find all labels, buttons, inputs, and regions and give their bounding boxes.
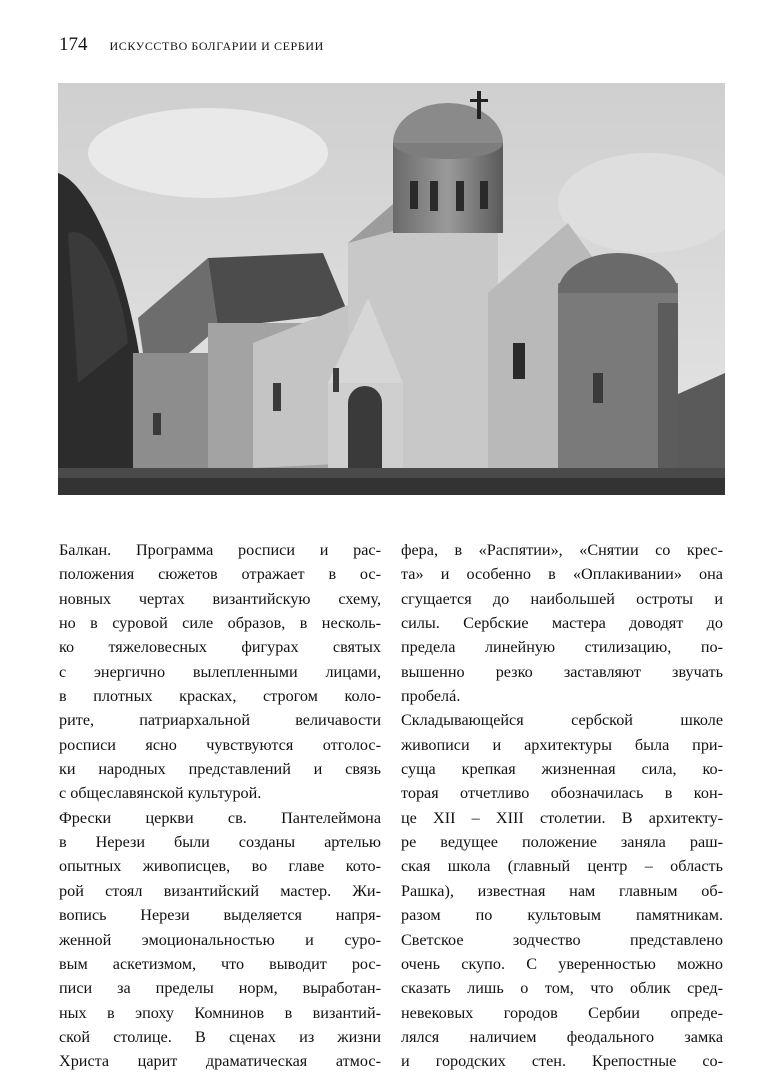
text-line: лялся наличием феодального замка [401, 1027, 723, 1046]
church-photo [58, 83, 725, 495]
text-line: торая отчетливо обозначилась в кон- [401, 784, 723, 803]
text-line: писи за пределы норм, выработан- [59, 979, 381, 998]
text-line: ко тяжеловесных фигурах святых [59, 638, 381, 657]
text-line: росписи ясно чувствуются отголос- [59, 735, 381, 754]
text-line: предела линейную стилизацию, по- [401, 638, 723, 657]
left-column [59, 538, 381, 1074]
text-line: с энергично вылепленными лицами, [59, 662, 381, 681]
text-line: ре ведущее положение заняла раш- [401, 833, 723, 852]
church-photo-icon [58, 83, 725, 495]
text-line: ных в эпоху Комнинов в византий- [59, 1003, 381, 1022]
text-line: Христа царит драматическая атмос- [59, 1052, 381, 1071]
text-line: в Нерези были созданы артелью [59, 833, 381, 852]
right-column [401, 538, 723, 1074]
text-line: та» и особенно в «Оплакивании» она [401, 565, 723, 584]
text-line: це XII – XIII столетии. В архитекту- [401, 808, 723, 827]
text-line: Балкан. Программа росписи и рас- [59, 541, 381, 559]
text-line: Складывающейся сербской школе [401, 711, 723, 730]
text-line: сгущается до наибольшей остроты и [401, 589, 723, 608]
text-line: вышенно резко заставляют звучать [401, 662, 723, 681]
text-line: вым аскетизмом, что выводит рос- [59, 954, 381, 973]
text-line: женной эмоциональностью и суро- [59, 930, 381, 949]
text-line: очень скупо. С уверенностью можно [401, 954, 723, 973]
text-line: в плотных красках, строгом коло- [59, 687, 381, 706]
running-title: ИСКУССТВО БОЛГАРИИ И СЕРБИИ [109, 39, 324, 53]
text-line: разом по культовым памятникам. [401, 906, 723, 925]
text-line: и городских стен. Крепостные со- [401, 1052, 723, 1071]
text-line: Рашка), известная нам главным об- [401, 881, 723, 900]
text-line: суща крепкая жизненная сила, ко- [401, 760, 723, 779]
text-line: фера, в «Распятии», «Снятии со крес- [401, 541, 723, 559]
text-line: рой стоял византийский мастер. Жи- [59, 881, 381, 900]
page-number: 174 [59, 34, 88, 55]
text-line: с общеславянской культурой. [59, 784, 262, 803]
text-line: но в суровой силе образов, в несколь- [59, 614, 381, 633]
text-line: ской столице. В сценах из жизни [59, 1027, 381, 1046]
text-line: Фрески церкви св. Пантелеймона [59, 808, 381, 827]
text-line: положения сюжетов отражает в ос- [59, 565, 381, 584]
text-line: невековых городов Сербии опреде- [401, 1003, 723, 1022]
text-line: рите, патриархальной величавости [59, 711, 381, 730]
text-line: живописи и архитектуры была при- [401, 735, 723, 754]
text-line: ская школа (главный центр – область [401, 857, 723, 876]
text-line: опытных живописцев, во главе кото- [59, 857, 381, 876]
text-line: сказать лишь о том, что облик сред- [401, 979, 723, 998]
text-line: ки народных представлений и связь [59, 760, 381, 779]
text-line: новных чертах византийскую схему, [59, 589, 381, 608]
text-line: вопись Нерези выделяется напря- [59, 906, 381, 925]
text-line: Светское зодчество представлено [401, 930, 723, 949]
text-line: силы. Сербские мастера доводят до [401, 614, 723, 633]
page-header [59, 34, 324, 56]
text-line: пробелá. [401, 687, 461, 706]
